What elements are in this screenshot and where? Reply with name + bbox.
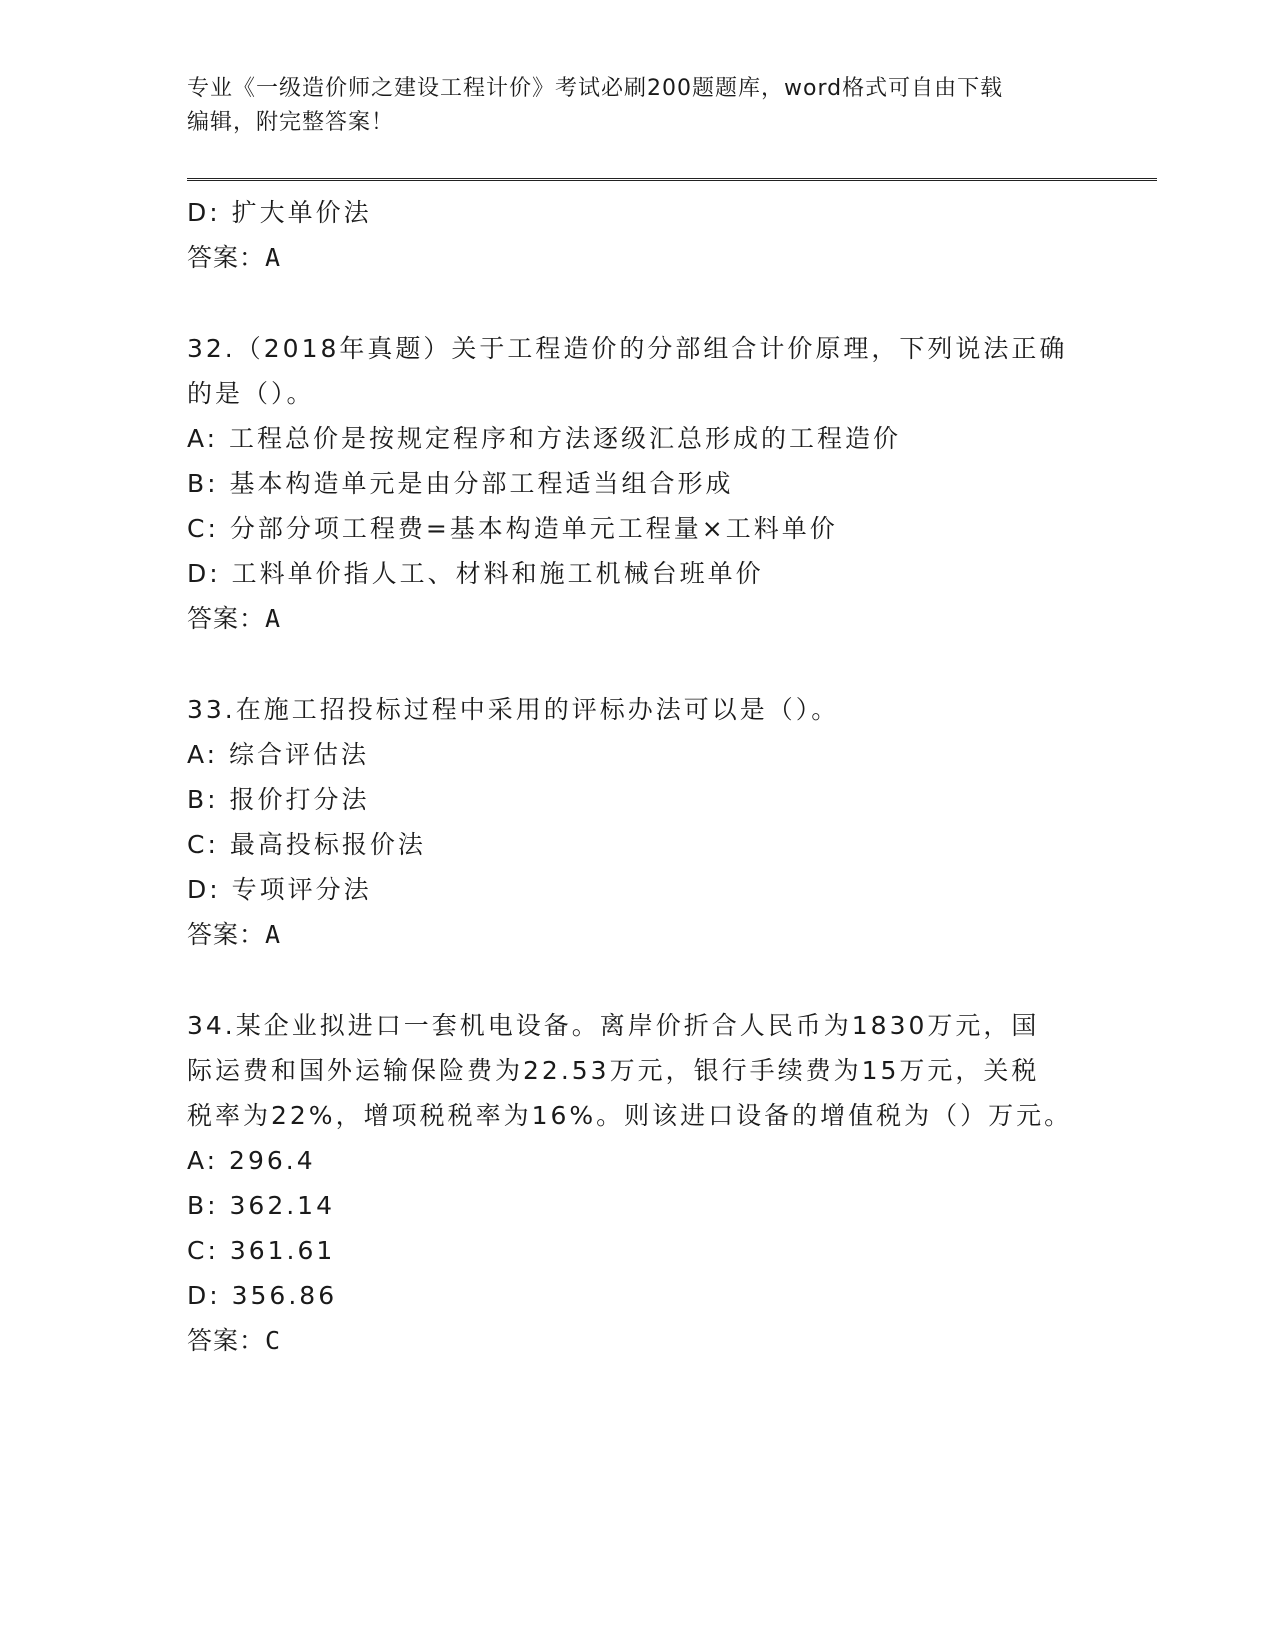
option-c: C: 最高投标报价法 xyxy=(187,830,426,859)
answer: 答案：A xyxy=(187,920,282,949)
answer: 答案：A xyxy=(187,604,282,633)
question-33 xyxy=(187,687,1087,957)
header-line-1: 专业《一级造价师之建设工程计价》考试必刷200题题库，word格式可自由下载 xyxy=(187,76,1004,101)
page-header xyxy=(187,72,1087,140)
header-divider xyxy=(187,178,1157,181)
option-c: C: 361.61 xyxy=(187,1236,336,1265)
prev-answer: 答案：A xyxy=(187,243,282,272)
prev-option-d: D: 扩大单价法 xyxy=(187,198,372,227)
header-line-2: 编辑，附完整答案！ xyxy=(187,110,395,135)
option-c: C: 分部分项工程费=基本构造单元工程量×工料单价 xyxy=(187,514,838,543)
option-a: A: 工程总价是按规定程序和方法逐级汇总形成的工程造价 xyxy=(187,424,902,453)
question-34 xyxy=(187,1003,1087,1363)
option-a: A: 296.4 xyxy=(187,1146,316,1175)
question-stem-line: 税率为22%，增项税税率为16%。则该进口设备的增值税为（）万元。 xyxy=(187,1101,1073,1130)
question-stem-line: 34.某企业拟进口一套机电设备。离岸价折合人民币为1830万元，国 xyxy=(187,1011,1040,1040)
question-stem-line: 33.在施工招投标过程中采用的评标办法可以是（）。 xyxy=(187,695,840,724)
option-d: D: 356.86 xyxy=(187,1281,338,1310)
option-d: D: 工料单价指人工、材料和施工机械台班单价 xyxy=(187,559,764,588)
answer: 答案：C xyxy=(187,1326,282,1355)
option-d: D: 专项评分法 xyxy=(187,875,372,904)
option-a: A: 综合评估法 xyxy=(187,740,370,769)
question-32 xyxy=(187,326,1087,641)
question-list xyxy=(187,190,1087,1363)
option-b: B: 基本构造单元是由分部工程适当组合形成 xyxy=(187,469,734,498)
option-b: B: 报价打分法 xyxy=(187,785,370,814)
question-stem-line: 32.（2018年真题）关于工程造价的分部组合计价原理，下列说法正确 xyxy=(187,334,1068,363)
question-stem-line: 际运费和国外运输保险费为22.53万元，银行手续费为15万元，关税 xyxy=(187,1056,1040,1085)
question-stem-line: 的是（）。 xyxy=(187,379,315,408)
option-b: B: 362.14 xyxy=(187,1191,335,1220)
